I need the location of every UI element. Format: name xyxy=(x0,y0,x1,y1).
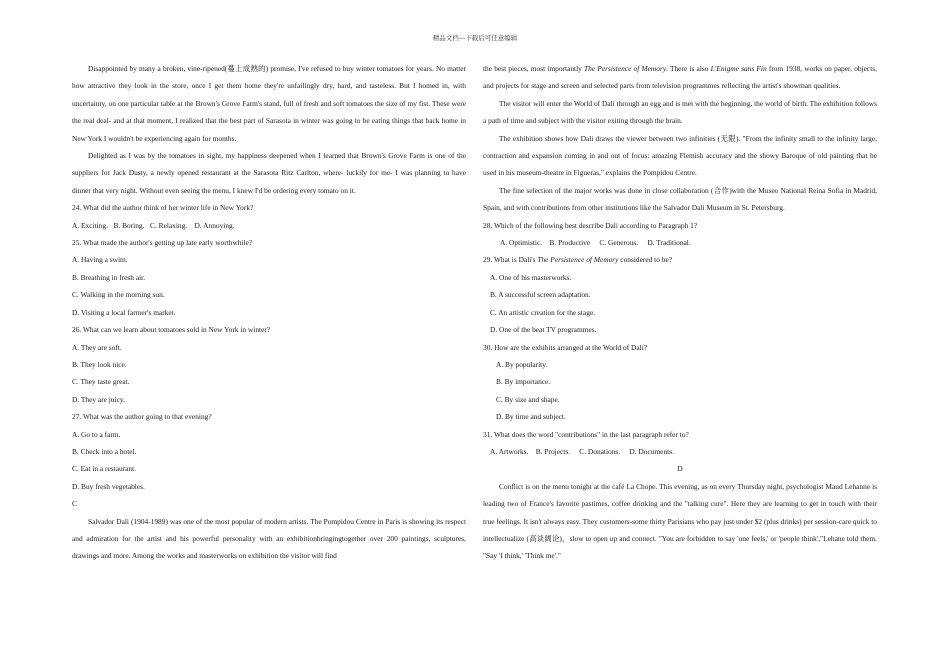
passage-b-paragraph-1: Disappointed by many a broken, vine-ripened(蔓上成熟的) promise, I've refused to buy winter tomatoes for years. No matter how attractive they look in the store, once I get them home they're unfailingly dry, hard, and tasteless. But I homed in, with uncertainty, on one particular table at the Brown's Grove Farm's stand, full of fresh and soft tomatoes the size of my fist. These were the real deal- and at that moment, I realized that the best part of Sarasota in winter was going to be eating things that back home in New York I wouldn't be experiencing again for months. xyxy=(72,64,466,143)
text-run: 29. What is Dali's xyxy=(483,255,538,265)
question-24-options: A. Exciting. B. Boring. C. Relaxing. D. Annoying. xyxy=(72,220,235,230)
passage-c-paragraph-2: The visitor will enter the World of Dali through an egg and is met with the beginning, the world of birth. The exhibition follows a path of time and subject with the visitor exiting through the brain. xyxy=(483,98,877,126)
passage-c-paragraph-4: The fine selection of the major works was done in close collaboration (合作)with the Museo National Reina Sofia in Madrid, Spain, and with contributions from other institutions like the Salvador Dali Museum in St. Petersburg. xyxy=(483,185,877,213)
question-29-option-b: B. A successful screen adaptation. xyxy=(490,290,591,300)
question-26: 26. What can we learn about tomatoes sold in New York in winter? xyxy=(72,325,271,335)
question-25-option-d: D. Visiting a local farmer's market. xyxy=(72,307,176,317)
artwork-title: L'Enigme sans Fin xyxy=(710,64,767,73)
question-26-option-c: C. They taste great. xyxy=(72,377,130,387)
question-30: 30. How are the exhibits arranged at the World of Dali? xyxy=(483,342,648,352)
question-28-options: A. Optimistic. B. Productive C. Generous. D. Traditional. xyxy=(500,238,691,248)
text-run: from 1938, works on paper, objects, and projects for stage and screen and selected parts from television programmes reflecting the artist's showman qualities. xyxy=(483,64,877,91)
question-24: 24. What did the author think of her winter life in New York? xyxy=(72,203,254,213)
text-run: considered to be? xyxy=(618,255,673,265)
question-31: 31. What does the word "contributions" in the last paragraph refer to? xyxy=(483,429,689,439)
passage-d-paragraph-1: Conflict is on the menu tonight at the café La Chope. This evening, as on every Thursday night, psychologist Maud Lehanne is leading two of France's favorite pastimes, coffee drinking and the "talking cure". Here they are learning to get in touch with their true feelings. It isn't always easy. They customers-some thirty Parisians who pay just under $2 (plus drinks) per session-care quick to intellectualize (高谈阔论)，slow to open up and connect. "You are forbidden to say 'one feels,' or 'people think',"Lehane told them. "Say 'I think,' 'Think me'." xyxy=(483,481,877,561)
question-30-option-b: B. By importance. xyxy=(496,377,551,387)
right-column xyxy=(483,60,877,565)
question-29-option-c: C. An artistic creation for the stage. xyxy=(490,307,596,317)
question-27-option-a: A. Go to a farm. xyxy=(72,429,121,439)
artwork-title: The Persistence of Memory xyxy=(584,64,667,73)
question-27: 27. What was the author going to that evening? xyxy=(72,412,212,422)
artwork-title: The Persistence of Memory xyxy=(537,255,619,265)
passage-c-paragraph-1-continued xyxy=(483,60,877,95)
passage-c-paragraph-3: The exhibition shows how Dali draws the viewer between two infinities (无限). "From the infinity small to the infinity large, contraction and expansion coming in and out of focus: amazing Flemish accuracy and the showy Baroque of old painting that he used in his museum-theatre in Figueras," explains the Pompidou Centre. xyxy=(483,133,877,178)
question-29-option-d: D. One of the beat TV programmes. xyxy=(490,325,597,335)
page-header: 精品文档---下载后可任意编辑 xyxy=(432,35,518,42)
question-25: 25. What made the author's getting up late early worthwhile? xyxy=(72,238,253,248)
question-27-option-b: B. Check into a hotel. xyxy=(72,446,137,456)
question-29-option-a: A. One of his masterworks. xyxy=(490,272,572,282)
question-31-options: A. Artworks. B. Projects. C. Donations. D. Documents. xyxy=(490,446,674,456)
section-c-heading: C xyxy=(72,499,77,509)
question-27-option-c: C. Eat in a restaurant. xyxy=(72,464,137,474)
section-d-heading: D xyxy=(677,464,683,474)
passage-b-paragraph-2: Delighted as I was by the tomatoes in sight, my happiness deepened when I learned that Brown's Grove Farm is one of the suppliers for Jack Dusty, a newly opened restaurant at the Sarasota Ritz Carlton, where- luckily for me- I was planning to have dinner that very night. Without even seeing the menu, I knew I'd be ordering every tomato on it. xyxy=(72,151,466,195)
question-25-option-b: B. Breathing in fresh air. xyxy=(72,272,146,282)
question-30-option-d: D. By time and subject. xyxy=(496,412,566,422)
text-run: . There is also xyxy=(666,64,711,73)
question-26-option-d: D. They are juicy. xyxy=(72,394,125,404)
question-30-option-c: C. By size and shape. xyxy=(496,394,560,404)
question-27-option-d: D. Buy fresh vegetables. xyxy=(72,481,145,491)
question-26-option-b: B. They look nice. xyxy=(72,359,127,369)
question-30-option-a: A. By popularity. xyxy=(496,359,548,369)
question-29 xyxy=(483,251,877,268)
passage-c-paragraph-1: Salvador Dali (1904-1989) was one of the most popular of modern artists. The Pompidou Centre in Paris is showing its respect and admiration for the artist and his powerful personality with an exhibitionbringingtogether over 200 paintings, sculptures, drawings and more. Among the works and masterworks on exhibition the visitor will find xyxy=(72,516,466,561)
left-column xyxy=(72,60,466,565)
question-25-option-a: A. Having a swim. xyxy=(72,255,128,265)
question-26-option-a: A. They are soft. xyxy=(72,342,122,352)
question-25-option-c: C. Walking in the morning sun. xyxy=(72,290,165,300)
question-28: 28. Which of the following best describe Dali according to Paragraph 1? xyxy=(483,220,698,230)
text-run: the best pieces, most importantly xyxy=(483,64,585,73)
